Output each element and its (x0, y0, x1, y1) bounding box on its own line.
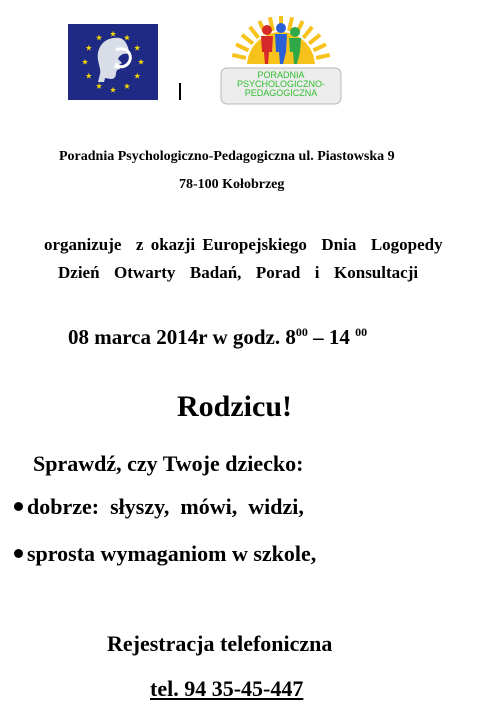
city-line: 78-100 Kołobrzeg (179, 177, 285, 192)
check-prompt: Sprawdź, czy Twoje dziecko: (33, 451, 304, 476)
sun-ray-icon (303, 27, 312, 38)
poradnia-logo-text (223, 71, 339, 98)
organize-line: organizuje z okazji Europejskiego Dnia Logopedy (44, 235, 443, 254)
end-minutes: 00 (355, 325, 368, 339)
address-line: Poradnia Psychologiczno-Pedagogiczna ul. Piastowska 9 (59, 149, 395, 164)
event-name: Dzień Otwarty Badań, Porad i Konsultacji (58, 263, 419, 282)
poradnia-logo (219, 8, 343, 108)
sun-ray-icon (316, 55, 330, 58)
eu-logo (68, 24, 158, 100)
list-item-text: sprosta wymaganiom w szkole, (27, 541, 317, 566)
start-minutes: 00 (295, 325, 308, 339)
logo-text-line: PEDAGOGICZNA (244, 88, 318, 98)
logo-separator (179, 83, 181, 100)
event-date (68, 325, 367, 350)
list-item (14, 494, 304, 520)
date-separator: – 14 (307, 325, 356, 349)
sun-ray-icon (242, 35, 253, 44)
logo-text-line: PORADNIA (257, 70, 305, 80)
list-item (14, 541, 316, 567)
logo-text-line: PSYCHOLOGICZNO- (236, 79, 325, 89)
sun-ray-icon (309, 35, 320, 44)
sun-ray-icon (232, 55, 246, 58)
bullet-icon (14, 549, 23, 558)
date-prefix: 08 marca 2014r w godz. 8 (68, 325, 296, 349)
phone-number: tel. 94 35-45-447 (150, 676, 304, 701)
sun-ray-icon (236, 44, 249, 50)
registration-label: Rejestracja telefoniczna (107, 631, 333, 656)
list-item-text: dobrze: słyszy, mówi, widzi, (27, 494, 304, 519)
page-heading: Rodzicu! (177, 390, 292, 423)
bullet-icon (14, 502, 23, 511)
eu-stars-head-icon (68, 24, 158, 100)
sun-ray-icon (313, 44, 326, 50)
sun-ray-icon (250, 27, 259, 38)
